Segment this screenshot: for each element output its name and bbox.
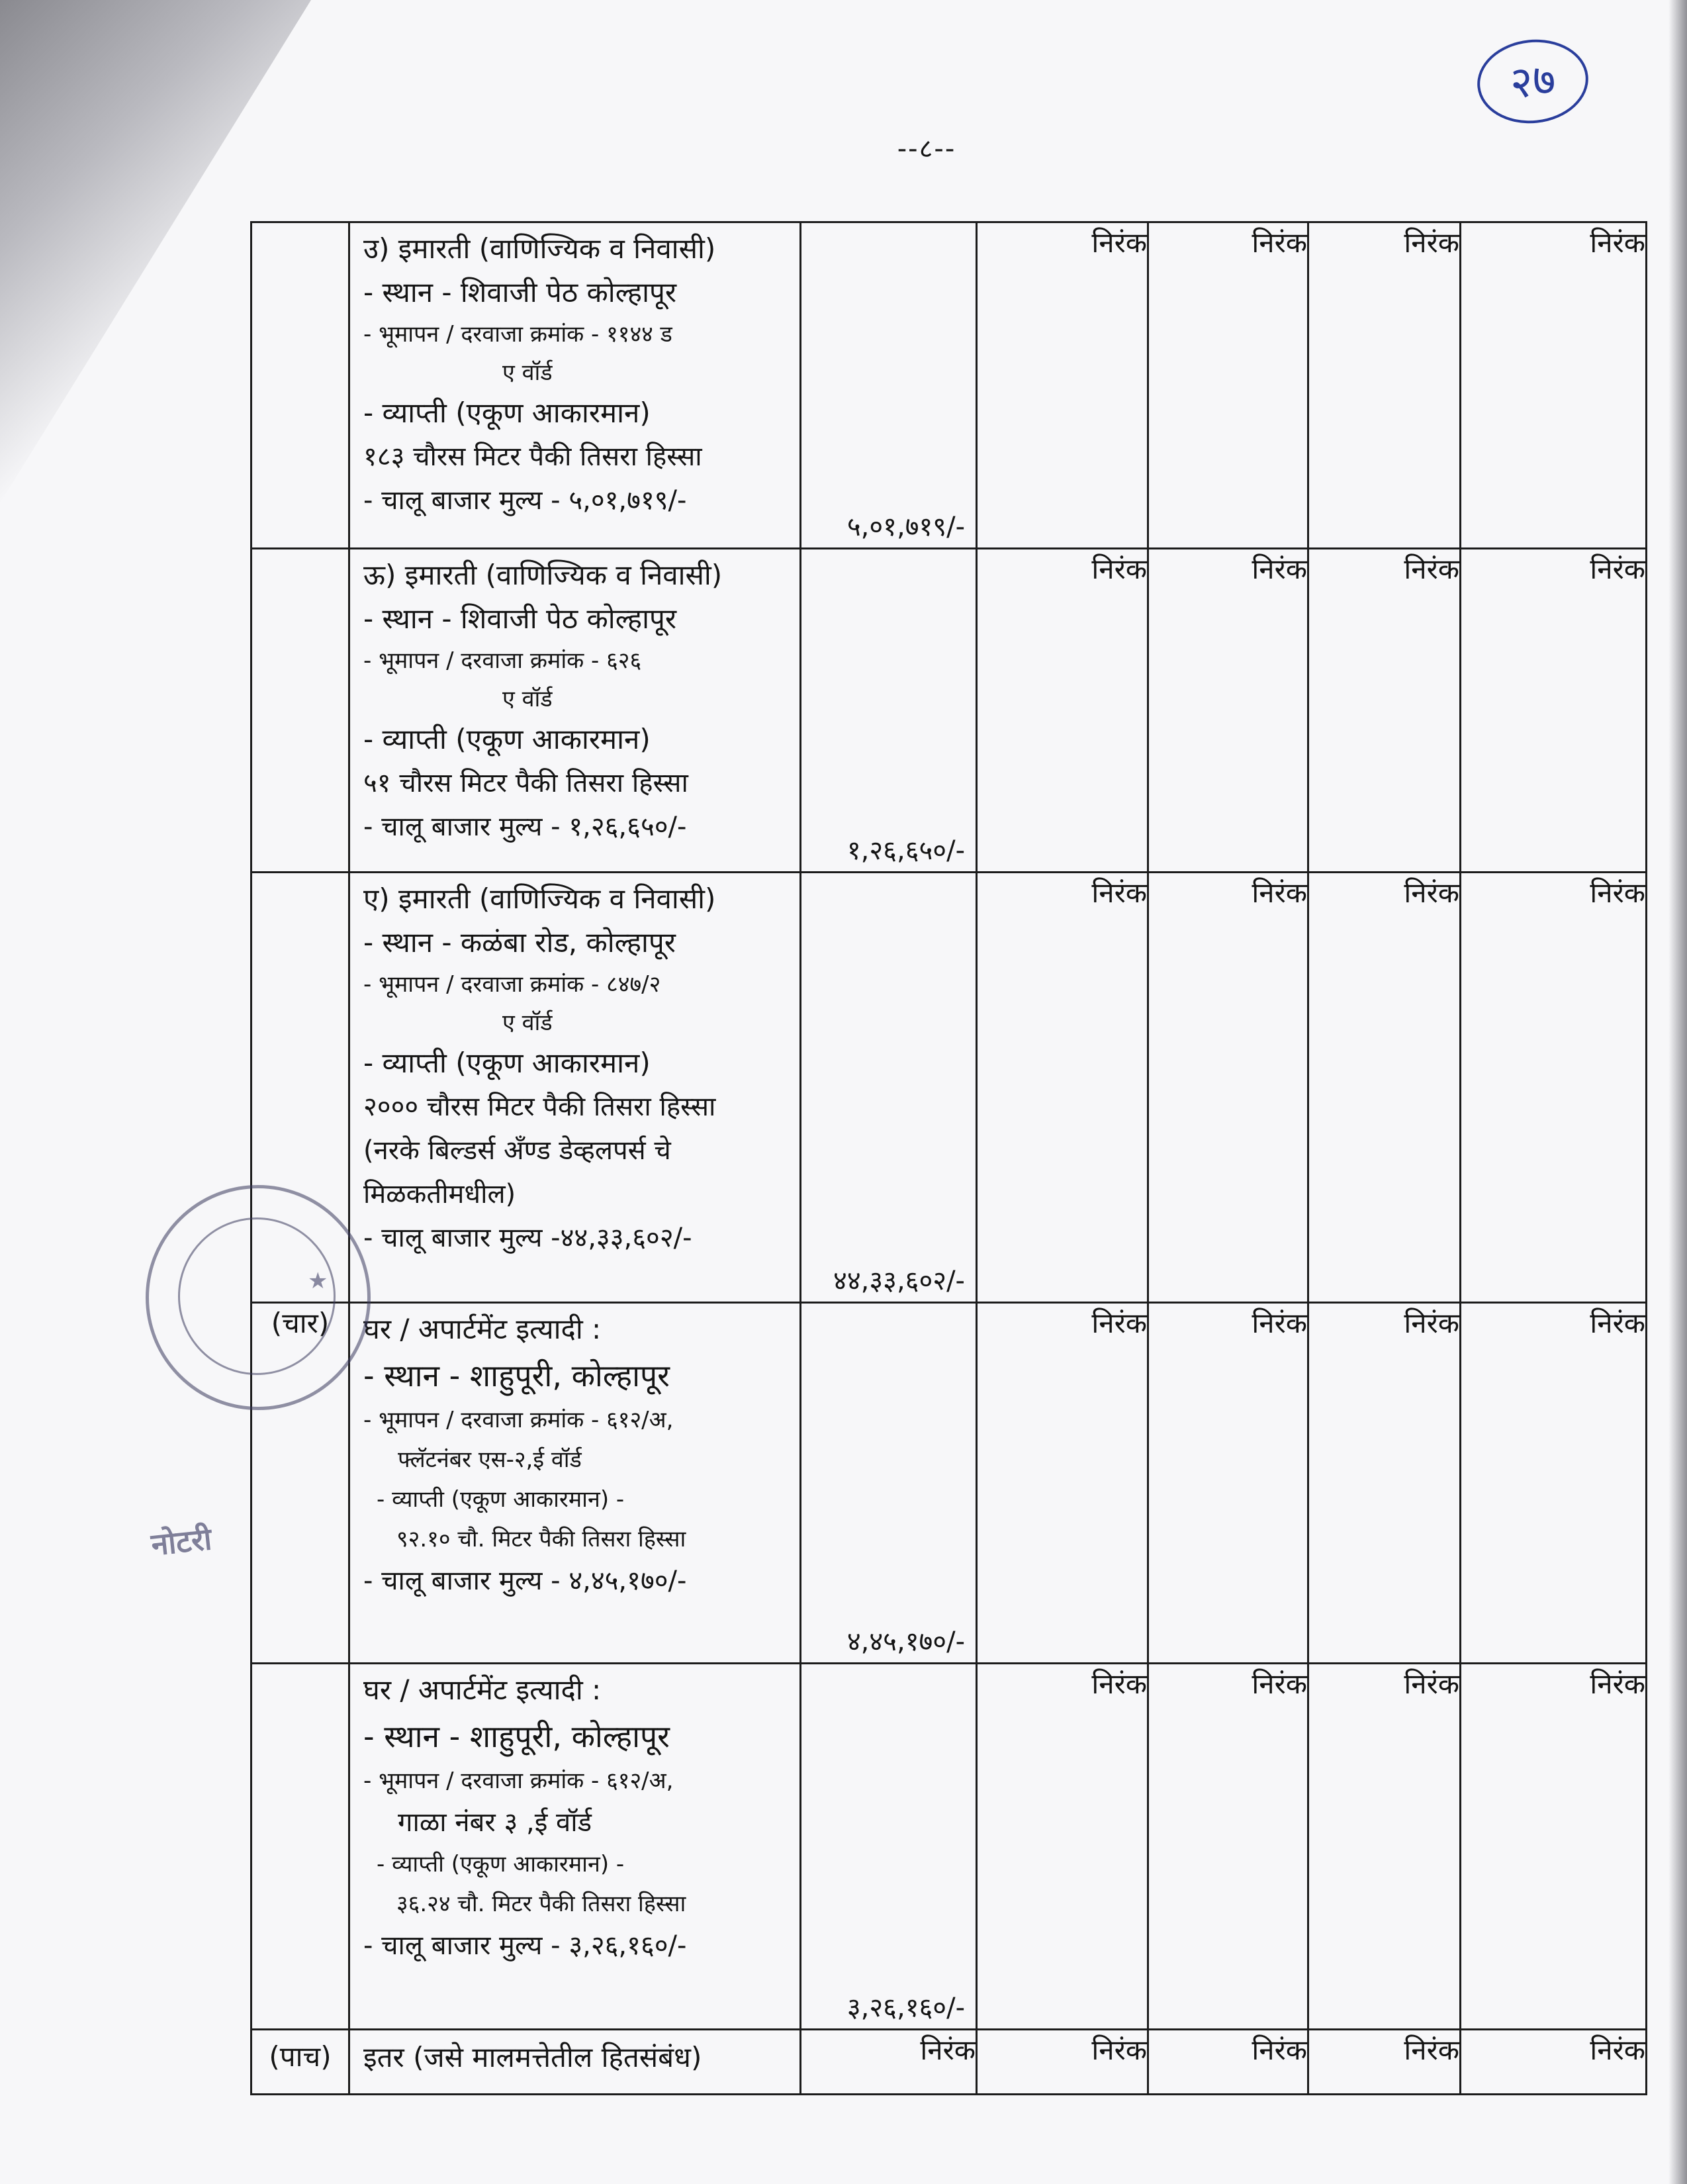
desc-line: गाळा नंबर ३ ,ई वॉर्ड [398,1807,592,1838]
value-cell [801,1664,977,2030]
table-row [251,549,1647,873]
value-cell [801,222,977,549]
desc-line: - चालू बाजार मुल्य -४४,३३,६०२/- [363,1223,692,1253]
row-description [349,1303,801,1664]
row-description [349,873,801,1303]
nil-cell: निरंक [977,222,1148,549]
nil-cell: निरंक [1461,1303,1647,1664]
nil-cell: निरंक [1461,222,1647,549]
desc-line: ए वॉर्ड [502,686,553,712]
nil-cell: निरंक [1461,873,1647,1303]
desc-line: - चालू बाजार मुल्य - ३,२६,१६०/- [363,1930,687,1961]
desc-line: - भूमापन / दरवाजा क्रमांक - ६२६ [363,647,642,674]
nil-cell: निरंक [1308,1303,1461,1664]
desc-line: ३६.२४ चौ. मिटर पैकी तिसरा हिस्सा [396,1891,686,1917]
nil-cell: निरंक [1461,2030,1647,2095]
desc-line: (नरके बिल्डर्स अँण्ड डेव्हलपर्स चे [363,1135,671,1166]
nil-cell: निरंक [1461,1664,1647,2030]
desc-line: फ्लॅटनंबर एस-२,ई वॉर्ड [398,1447,582,1473]
desc-line: इतर (जसे मालमत्तेतील हितसंबंध) [363,2041,702,2073]
market-value: ५,०१,७१९/- [846,512,965,542]
row-number [251,222,349,549]
desc-line: - भूमापन / दरवाजा क्रमांक - ६१२/अ, [363,1768,674,1794]
desc-line: - स्थान - कळंबा रोड, कोल्हापूर [363,926,676,959]
desc-line: घर / अपार्टमेंट इत्यादी : [363,1674,602,1706]
asset-table [250,221,1647,2095]
page-edge-shadow [1668,0,1687,2184]
market-value: १,२६,६५०/- [846,835,965,866]
table-row [251,1303,1647,1664]
market-value: ३,२६,१६०/- [846,1993,965,2023]
desc-line: घर / अपार्टमेंट इत्यादी : [363,1313,602,1345]
page-label: --८-- [897,134,956,164]
desc-line: - व्याप्ती (एकूण आकारमान) [363,1047,651,1079]
row-number: (चार) [251,1303,349,1664]
desc-line: - चालू बाजार मुल्य - १,२६,६५०/- [363,812,687,842]
desc-line: - भूमापन / दरवाजा क्रमांक - ११४४ ड [363,321,672,348]
nil-cell: निरंक [1148,549,1308,873]
table-row [251,1664,1647,2030]
nil-cell: निरंक [1308,549,1461,873]
stamp-inner-ring [178,1217,336,1375]
row-description [349,1664,801,2030]
nil-cell: निरंक [977,1303,1148,1664]
row-number: (पाच) [251,2030,349,2095]
desc-line: ए) इमारती (वाणिज्यिक व निवासी) [363,882,716,915]
desc-line: ए वॉर्ड [502,1010,553,1036]
row-description [349,222,801,549]
nil-cell: निरंक [1148,222,1308,549]
value-cell [801,1303,977,1664]
table-row [251,222,1647,549]
desc-line: २००० चौरस मिटर पैकी तिसरा हिस्सा [363,1092,716,1122]
nil-cell: निरंक [977,549,1148,873]
row-description [349,2030,801,2095]
nil-cell: निरंक [1308,1664,1461,2030]
desc-line: - स्थान - शाहुपूरी, कोल्हापूर [363,1358,670,1394]
desc-line: - व्याप्ती (एकूण आकारमान) [363,723,651,755]
handwritten-page-mark: २७ [1473,34,1592,129]
row-description [349,549,801,873]
desc-line: - व्याप्ती (एकूण आकारमान) - [377,1486,625,1513]
nil-cell: निरंक [977,2030,1148,2095]
nil-cell: निरंक [1148,1303,1308,1664]
desc-line: ए वॉर्ड [502,359,553,386]
desc-line: ऊ) इमारती (वाणिज्यिक व निवासी) [363,559,723,591]
desc-line: - चालू बाजार मुल्य - ४,४५,१७०/- [363,1566,687,1596]
desc-line: ५१ चौरस मिटर पैकी तिसरा हिस्सा [363,768,688,798]
nil-cell: निरंक [977,1664,1148,2030]
nil-cell: निरंक [1148,873,1308,1303]
desc-line: - स्थान - शिवाजी पेठ कोल्हापूर [363,276,677,309]
desc-line: - चालू बाजार मुल्य - ५,०१,७१९/- [363,485,687,516]
nil-cell: निरंक [1148,1664,1308,2030]
table-row [251,873,1647,1303]
desc-line: मिळकतीमधील) [363,1179,516,1210]
desc-line: उ) इमारती (वाणिज्यिक व निवासी) [363,232,716,265]
nil-cell: निरंक [1148,2030,1308,2095]
row-number [251,1664,349,2030]
star-icon: ★ [308,1268,328,1294]
nil-cell: निरंक [977,873,1148,1303]
value-cell: निरंक [801,2030,977,2095]
desc-line: - व्याप्ती (एकूण आकारमान) [363,397,651,429]
desc-line: ९२.१० चौ. मिटर पैकी तिसरा हिस्सा [396,1526,686,1552]
nil-cell: निरंक [1461,549,1647,873]
desc-line: - स्थान - शिवाजी पेठ कोल्हापूर [363,602,677,635]
desc-line: १८३ चौरस मिटर पैकी तिसरा हिस्सा [363,442,702,472]
stamp-label: नोटरी [149,1521,214,1563]
nil-cell: निरंक [1308,2030,1461,2095]
desc-line: - भूमापन / दरवाजा क्रमांक - ६१२/अ, [363,1407,674,1433]
market-value: ४,४५,१७०/- [846,1627,965,1657]
value-cell [801,549,977,873]
nil-cell: निरंक [1308,873,1461,1303]
nil-cell: निरंक [1308,222,1461,549]
desc-line: - व्याप्ती (एकूण आकारमान) - [377,1851,625,1877]
notary-stamp [146,1185,371,1410]
table-row [251,2030,1647,2095]
value-cell [801,873,977,1303]
row-number [251,549,349,873]
market-value: ४४,३३,६०२/- [833,1266,965,1296]
desc-line: - स्थान - शाहुपूरी, कोल्हापूर [363,1719,670,1754]
desc-line: - भूमापन / दरवाजा क्रमांक - ८४७/२ [363,971,661,998]
